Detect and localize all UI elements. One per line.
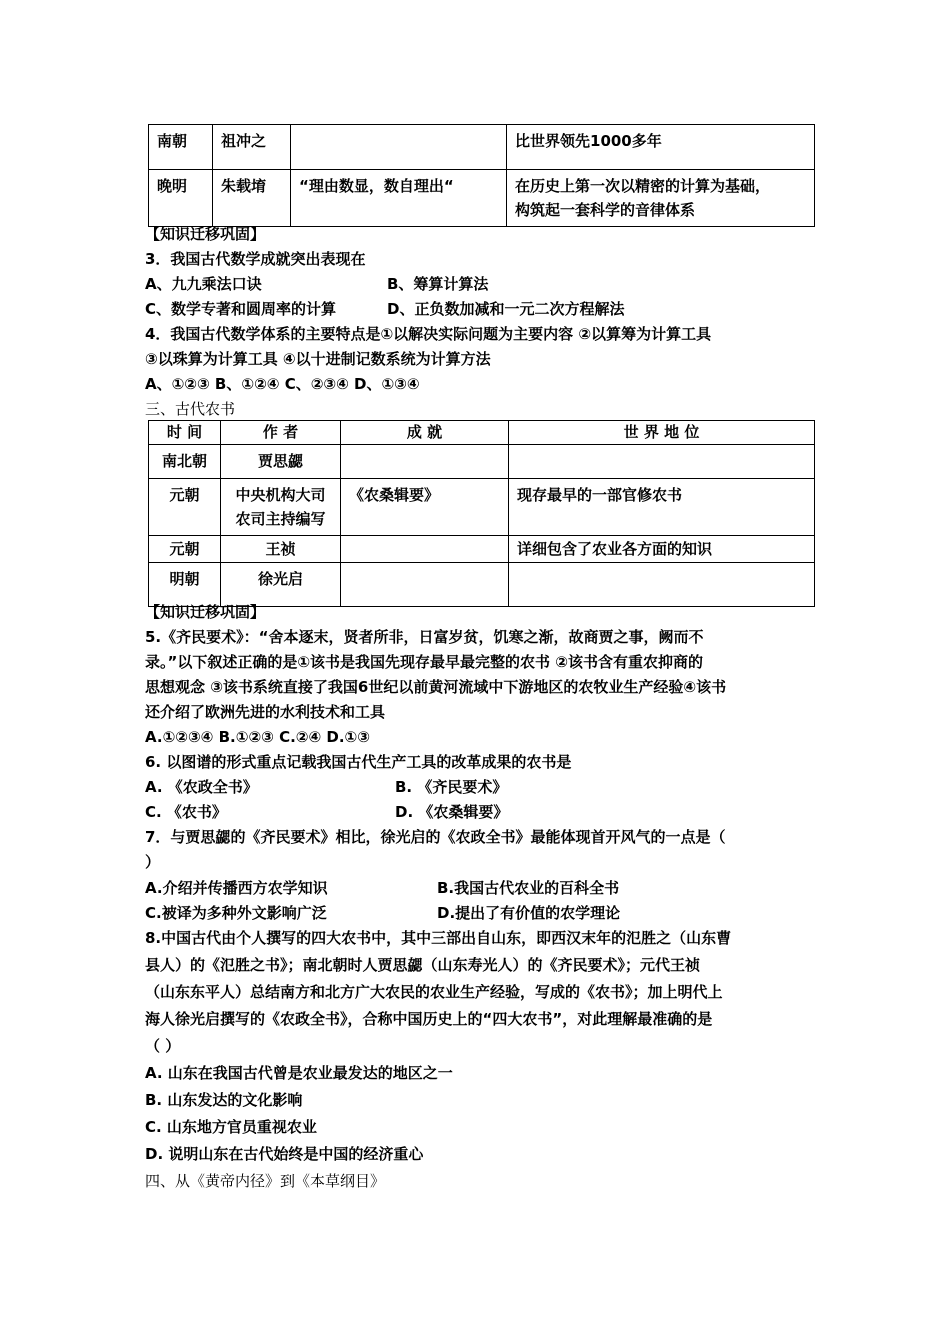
q7-options-row-2 <box>145 901 621 925</box>
q3-options-row-1 <box>145 272 489 296</box>
position-cell <box>509 445 815 479</box>
option-b: B、筹算计算法 <box>387 275 489 293</box>
option-a: A、九九乘法口诀 <box>145 275 262 293</box>
option-b: B. 山东发达的文化影响 <box>145 1091 303 1109</box>
q4-options: A、①②③ B、①②④ C、②③④ D、①③④ <box>145 375 420 393</box>
q3-options-row-2 <box>145 297 625 321</box>
position-line: 构筑起一套科学的音律体系 <box>515 201 696 219</box>
table-row <box>149 125 815 170</box>
table-row <box>149 479 815 536</box>
option-b: B. 《齐民要术》 <box>395 778 508 796</box>
q5-line: 还介绍了欧洲先进的水利技术和工具 <box>145 703 386 721</box>
person-cell: 朱载堉 <box>213 170 291 227</box>
work-cell <box>341 563 509 607</box>
q4-line: ③以珠算为计算工具 ④以十进制记数系统为计算方法 <box>145 350 491 368</box>
header-cell: 成 就 <box>341 421 509 445</box>
q8-line: 8.中国古代由个人撰写的四大农书中，其中三部出自山东，即西汉末年的氾胜之（山东曹 <box>145 929 732 947</box>
q8-line: 县人）的《氾胜之书》；南北朝时人贾思勰（山东寿光人）的《齐民要术》；元代王祯 <box>145 956 701 974</box>
position-cell: 现存最早的一部官修农书 <box>509 479 815 536</box>
author-cell: 王祯 <box>221 536 341 563</box>
position-cell: 比世界领先1000多年 <box>507 125 815 170</box>
option-d: D.提出了有价值的农学理论 <box>437 904 621 922</box>
option-a: A. 山东在我国古代曾是农业最发达的地区之一 <box>145 1064 453 1082</box>
table-row <box>149 170 815 227</box>
header-cell: 世 界 地 位 <box>509 421 815 445</box>
author-cell: 贾思勰 <box>221 445 341 479</box>
agricultural-books-table <box>148 420 815 607</box>
author-cell <box>221 479 341 536</box>
q6-options-row-2 <box>145 800 509 824</box>
header-cell: 时 间 <box>149 421 221 445</box>
author-cell: 徐光启 <box>221 563 341 607</box>
option-d: D、正负数加减和一元二次方程解法 <box>387 300 625 318</box>
era-cell: 元朝 <box>149 536 221 563</box>
option-a: A.介绍并传播西方农学知识 <box>145 879 328 897</box>
q5-line: 思想观念 ③该书系统直接了我国6世纪以前黄河流域中下游地区的农牧业生产经验④该书 <box>145 678 727 696</box>
q7-line: 7．与贾思勰的《齐民要术》相比，徐光启的《农政全书》最能体现首开风气的一点是（ <box>145 828 726 846</box>
q8-line: （ ） <box>145 1037 181 1055</box>
era-cell: 明朝 <box>149 563 221 607</box>
q8-line: 海人徐光启撰写的《农政全书》，合称中国历史上的“四大农书”，对此理解最准确的是 <box>145 1010 713 1028</box>
position-cell <box>509 563 815 607</box>
work-cell: “理由数显，数自理出“ <box>291 170 507 227</box>
option-c: C.被译为多种外文影响广泛 <box>145 904 327 922</box>
era-cell: 元朝 <box>149 479 221 536</box>
q7-line: ） <box>145 853 161 871</box>
era-cell: 晚明 <box>149 170 213 227</box>
position-cell <box>507 170 815 227</box>
position-cell: 详细包含了农业各方面的知识 <box>509 536 815 563</box>
q6-options-row-1 <box>145 775 508 799</box>
work-cell <box>291 125 507 170</box>
option-c: C. 《农书》 <box>145 803 227 821</box>
option-c: C. 山东地方官员重视农业 <box>145 1118 317 1136</box>
person-cell: 祖冲之 <box>213 125 291 170</box>
q4-line: 4．我国古代数学体系的主要特点是①以解决实际问题为主要内容 ②以算筹为计算工具 <box>145 325 712 343</box>
option-d: D. 说明山东在古代始终是中国的经济重心 <box>145 1145 424 1163</box>
table-row <box>149 536 815 563</box>
section-heading: 三、古代农书 <box>145 400 236 418</box>
option-c: C、数学专著和圆周率的计算 <box>145 300 337 318</box>
author-line: 中央机构大司 <box>235 486 326 504</box>
era-cell: 南北朝 <box>149 445 221 479</box>
header-cell: 作 者 <box>221 421 341 445</box>
q3-stem: 3．我国古代数学成就突出表现在 <box>145 250 366 268</box>
consolidate-heading: 【知识迁移巩固】 <box>145 225 266 243</box>
option-a: A. 《农政全书》 <box>145 778 258 796</box>
q6-stem: 6. 以图谱的形式重点记载我国古代生产工具的改革成果的农书是 <box>145 753 572 771</box>
table-header-row <box>149 421 815 445</box>
table-row <box>149 445 815 479</box>
q5-line: 5.《齐民要术》：“舍本逐末，贤者所非，日富岁贫，饥寒之渐，故商贾之事，阙而不 <box>145 628 704 646</box>
position-line: 在历史上第一次以精密的计算为基础， <box>515 177 771 195</box>
section-heading: 四、从《黄帝内径》到《本草纲目》 <box>145 1172 386 1190</box>
q5-line: 录。”以下叙述正确的是①该书是我国先现存最早最完整的农书 ②该书含有重农抑商的 <box>145 653 703 671</box>
q8-line: （山东东平人）总结南方和北方广大农民的农业生产经验，写成的《农书》；加上明代上 <box>145 983 723 1001</box>
work-cell <box>341 536 509 563</box>
option-b: B.我国古代农业的百科全书 <box>437 879 620 897</box>
author-line: 农司主持编写 <box>235 510 326 528</box>
math-achievements-table <box>148 124 815 227</box>
work-cell <box>341 445 509 479</box>
consolidate-heading: 【知识迁移巩固】 <box>145 603 266 621</box>
work-cell: 《农桑辑要》 <box>341 479 509 536</box>
option-d: D. 《农桑辑要》 <box>395 803 509 821</box>
q5-options: A.①②③④ B.①②③ C.②④ D.①③ <box>145 728 370 746</box>
era-cell: 南朝 <box>149 125 213 170</box>
q7-options-row-1 <box>145 876 620 900</box>
